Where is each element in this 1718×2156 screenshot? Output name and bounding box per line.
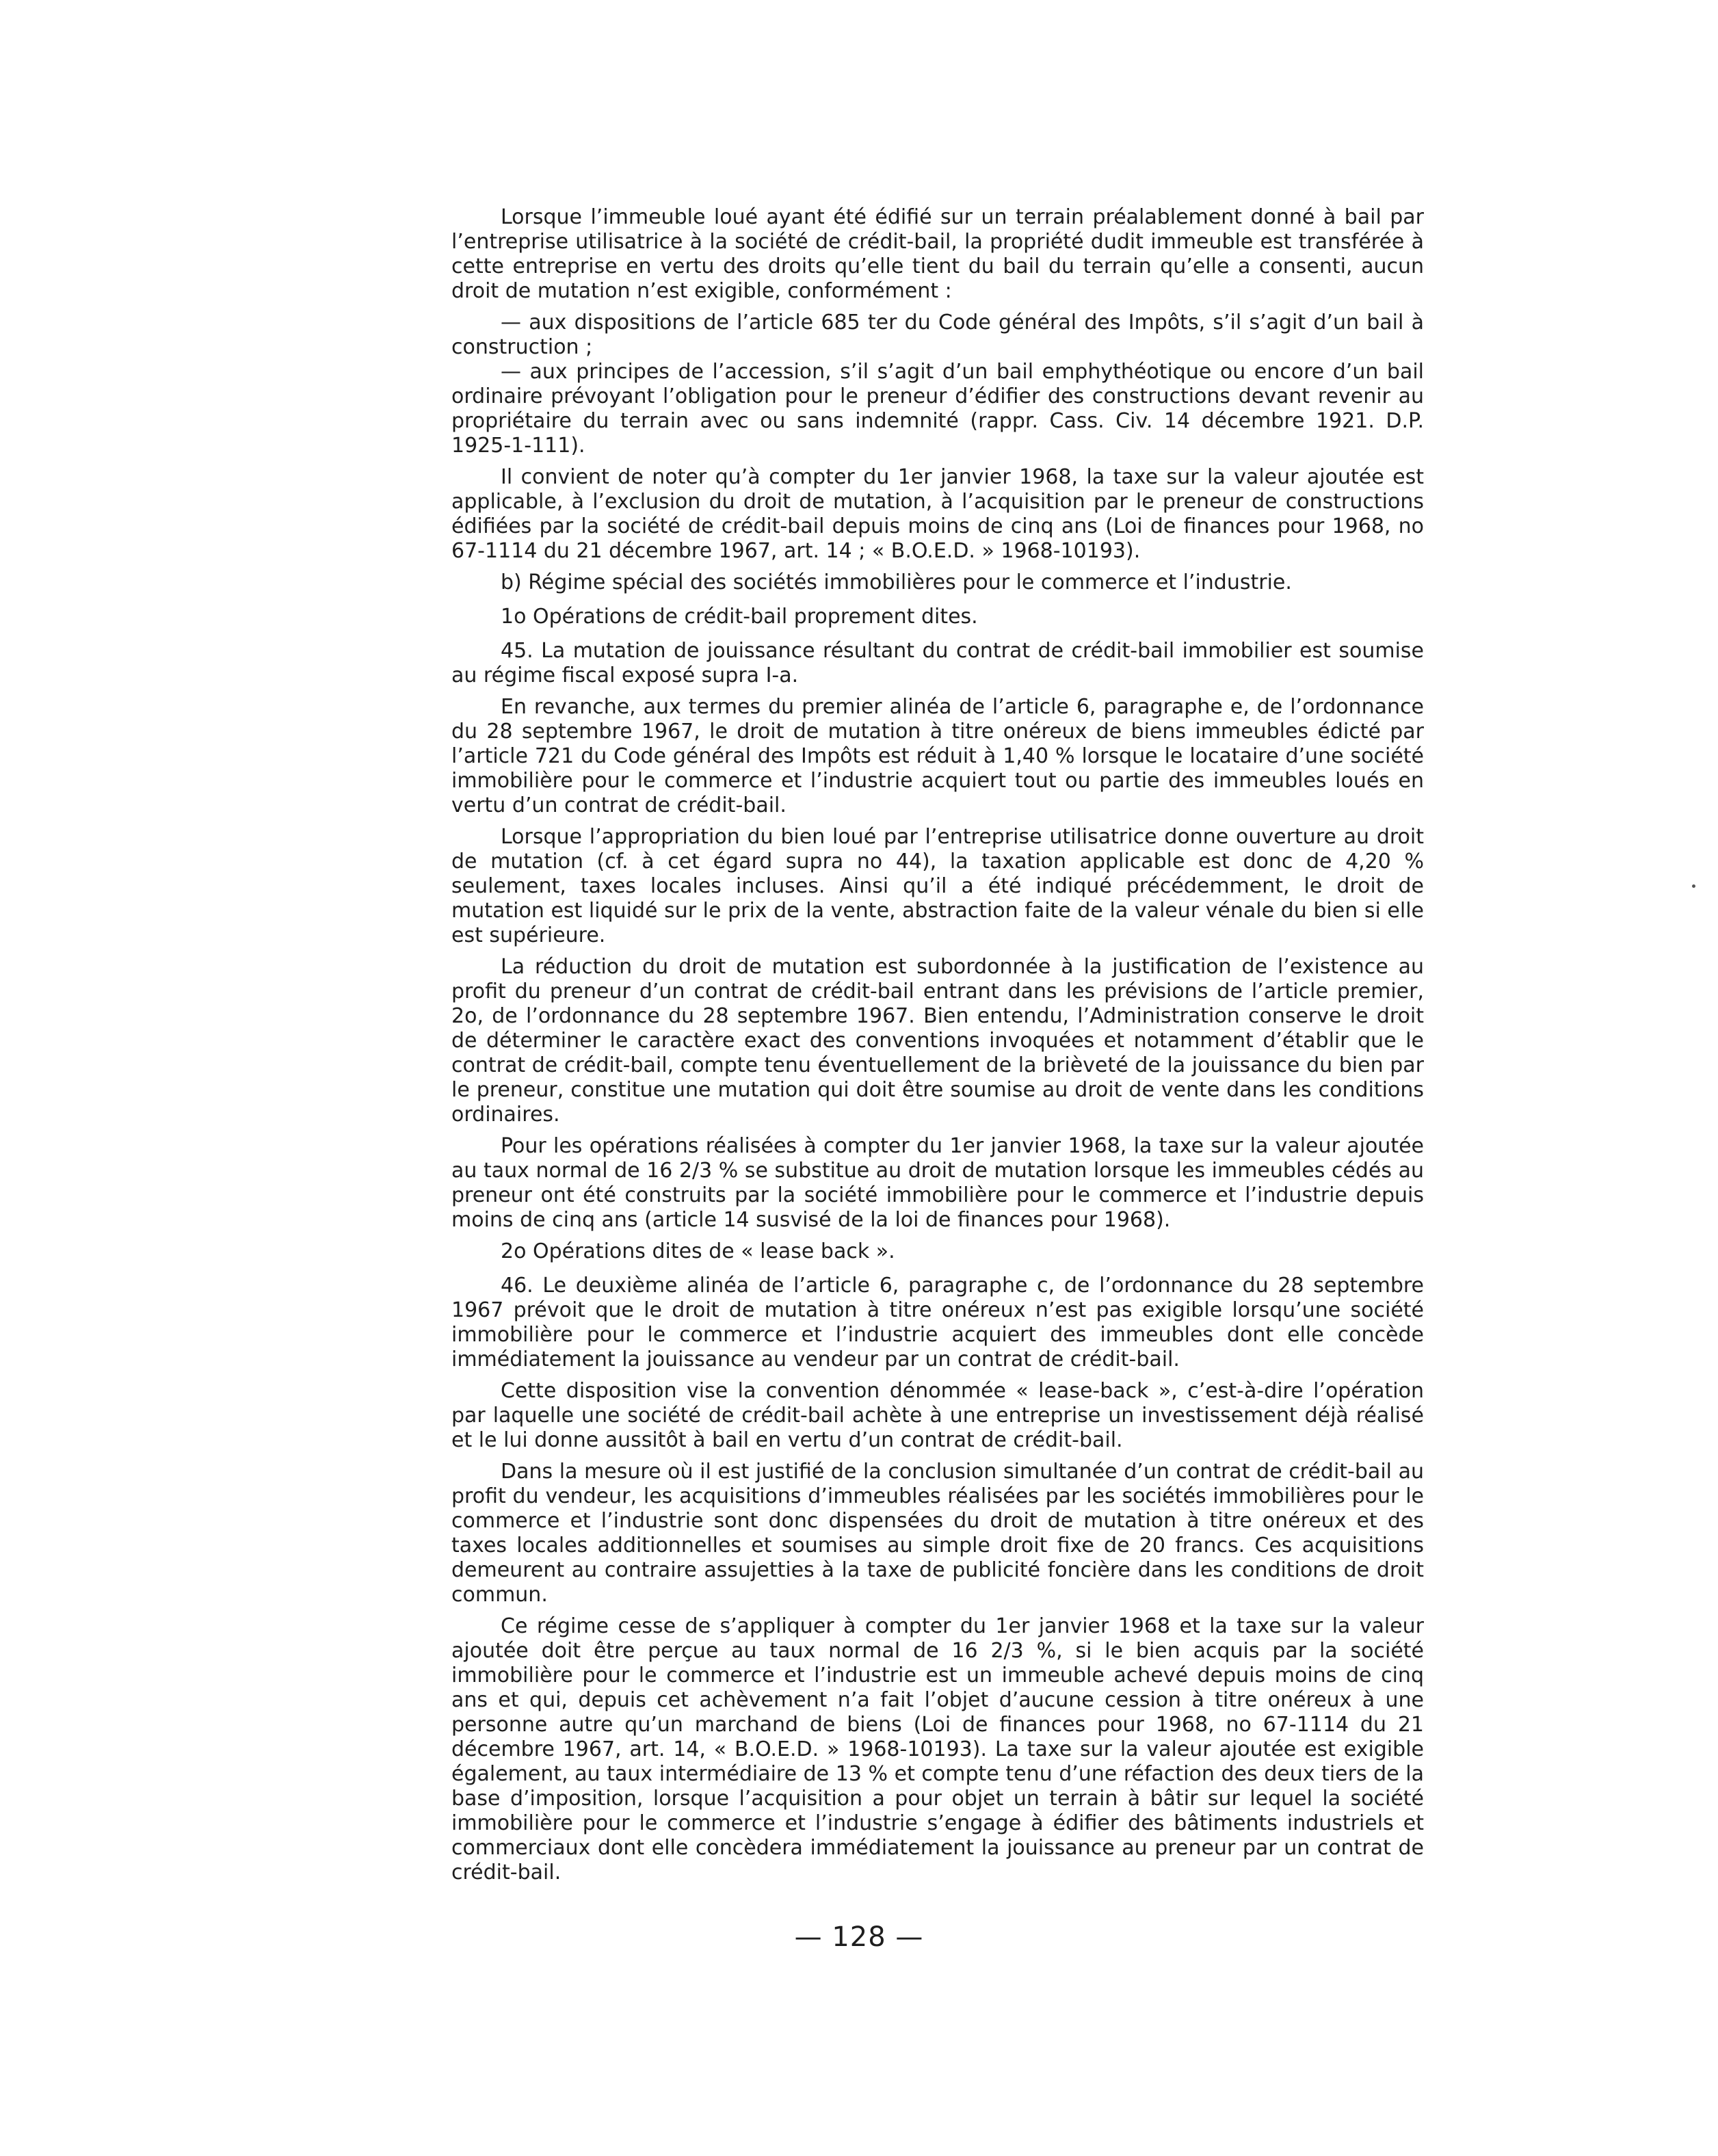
scan-speck [1692, 884, 1695, 888]
paragraph-tva-note: Il convient de noter qu’à compter du 1er janvier 1968, la taxe sur la valeur ajoutée est applicable, à l’exclusion du droit de mutation, à l’acquisition par le preneur de constructions édifiées par la société de crédit-bail depuis moins de cinq ans (Loi de finances pour 1968, no 67-1114 du 21 décembre 1967, art. 14 ; « B.O.E.D. » 1968-10193). [451, 465, 1424, 563]
paragraph-dash-article-685: — aux dispositions de l’article 685 ter du Code général des Impôts, s’il s’agit d’un bail à construction ; [451, 311, 1424, 359]
paragraph-46: 46. Le deuxième alinéa de l’article 6, paragraphe c, de l’ordonnance du 28 septembre 1967 prévoit que le droit de mutation à titre onéreux n’est pas exigible lorsqu’une société immobilière pour le commerce et l’industrie acquiert des immeubles dont elle concède immédiatement la jouissance au vendeur par un contrat de crédit-bail. [451, 1274, 1424, 1371]
section-heading-b: b) Régime spécial des sociétés immobilières pour le commerce et l’industrie. [501, 570, 1292, 594]
paragraph-lease-back: Cette disposition vise la convention dénommée « lease-back », c’est-à-dire l’opération par laquelle une société de crédit-bail achète à une entreprise un investissement déjà réalisé et le lui donne aussitôt à bail en vertu d’un contrat de crédit-bail. [451, 1379, 1424, 1452]
subheading-1: 1o Opérations de crédit-bail proprement dites. [501, 605, 978, 629]
page-body [451, 205, 1424, 1892]
paragraph-45: 45. La mutation de jouissance résultant du contrat de crédit-bail immobilier est soumise au régime fiscal exposé supra I-a. [451, 639, 1424, 687]
paragraph-intro: Lorsque l’immeuble loué ayant été édifié sur un terrain préalablement donné à bail par l’entreprise utilisatrice à la société de crédit-bail, la propriété dudit immeuble est transférée à cette entreprise en vertu des droits qu’elle tient du bail du terrain qu’elle a consenti, aucun droit de mutation n’est exigible, conformément : [451, 205, 1424, 303]
paragraph-en-revanche: En revanche, aux termes du premier alinéa de l’article 6, paragraphe e, de l’ordonnance du 28 septembre 1967, le droit de mutation à titre onéreux de biens immeubles édicté par l’article 721 du Code général des Impôts est réduit à 1,40 % lorsque le locataire d’une société immobilière pour le commerce et l’industrie acquiert tout ou partie des immeubles loués en vertu d’un contrat de crédit-bail. [451, 695, 1424, 817]
paragraph-operations-1968: Pour les opérations réalisées à compter du 1er janvier 1968, la taxe sur la valeur ajoutée au taux normal de 16 2/3 % se substitue au droit de mutation lorsque les immeubles cédés au preneur ont été construits par la société immobilière pour le commerce et l’industrie depuis moins de cinq ans (article 14 susvisé de la loi de finances pour 1968). [451, 1134, 1424, 1232]
subheading-2: 2o Opérations dites de « lease back ». [501, 1239, 895, 1263]
paragraph-dash-accession: — aux principes de l’accession, s’il s’agit d’un bail emphythéotique ou encore d’un bail ordinaire prévoyant l’obligation pour le preneur d’édifier des constructions devant revenir au propriétaire du terrain avec ou sans indemnité (rappr. Cass. Civ. 14 décembre 1921. D.P. 1925-1-111). [451, 360, 1424, 458]
paragraph-ce-regime: Ce régime cesse de s’appliquer à compter du 1er janvier 1968 et la taxe sur la valeur ajoutée doit être perçue au taux normal de 16 2/3 %, si le bien acquis par la société immobilière pour le commerce et l’industrie est un immeuble achevé depuis moins de cinq ans et qui, depuis cet achèvement n’a fait l’objet d’aucune cession à titre onéreux à une personne autre qu’un marchand de biens (Loi de finances pour 1968, no 67-1114 du 21 décembre 1967, art. 14, « B.O.E.D. » 1968-10193). La taxe sur la valeur ajoutée est exigible également, au taux intermédiaire de 13 % et compte tenu d’une réfaction des deux tiers de la base d’imposition, lorsque l’acquisition a pour objet un terrain à bâtir sur lequel la société immobilière pour le commerce et l’industrie s’engage à édifier des bâtiments industriels et commerciaux dont elle concèdera immédiatement la jouissance au preneur par un contrat de crédit-bail. [451, 1614, 1424, 1884]
paragraph-appropriation: Lorsque l’appropriation du bien loué par l’entreprise utilisatrice donne ouverture au droit de mutation (cf. à cet égard supra no 44), la taxation applicable est donc de 4,20 % seulement, taxes locales incluses. Ainsi qu’il a été indiqué précédemment, le droit de mutation est liquidé sur le prix de la vente, abstraction faite de la valeur vénale du bien si elle est supérieure. [451, 825, 1424, 947]
paragraph-dans-la-mesure: Dans la mesure où il est justifié de la conclusion simultanée d’un contrat de crédit-bail au profit du vendeur, les acquisitions d’immeubles réalisées par les sociétés immobilières pour le commerce et l’industrie sont donc dispensées du droit de mutation à titre onéreux et des taxes locales additionnelles et soumises au simple droit fixe de 20 francs. Ces acquisitions demeurent au contraire assujetties à la taxe de publicité foncière dans les conditions de droit commun. [451, 1460, 1424, 1607]
paragraph-reduction: La réduction du droit de mutation est subordonnée à la justification de l’existence au profit du preneur d’un contrat de crédit-bail entrant dans les prévisions de l’article premier, 2o, de l’ordonnance du 28 septembre 1967. Bien entendu, l’Administration conserve le droit de déterminer le caractère exact des conventions invoquées et notamment d’établir que le contrat de crédit-bail, compte tenu éventuellement de la brièveté de la jouissance du bien par le preneur, constitue une mutation qui doit être soumise au droit de vente dans les conditions ordinaires. [451, 955, 1424, 1127]
page-number: — 128 — [794, 1921, 924, 1953]
